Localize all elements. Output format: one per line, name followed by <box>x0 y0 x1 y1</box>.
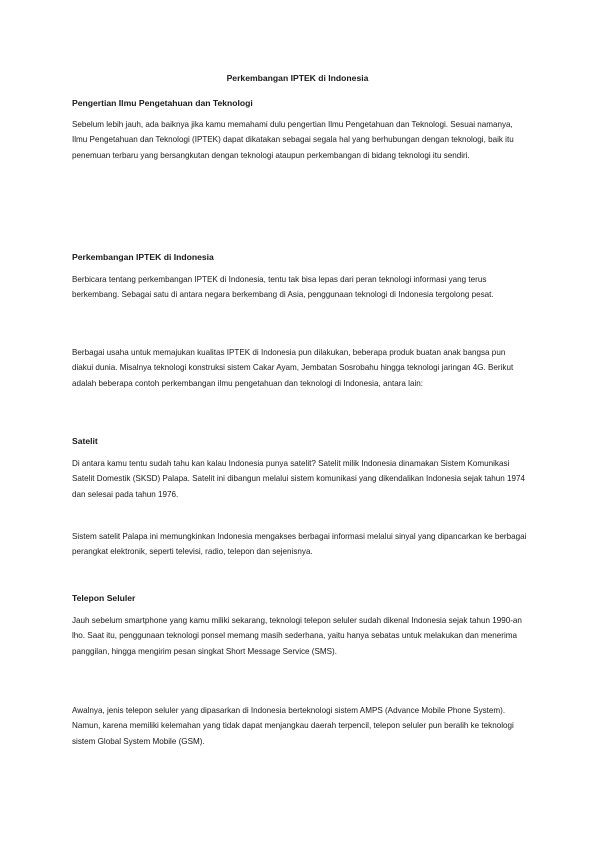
section-heading-satelit: Satelit <box>72 436 98 446</box>
section-heading-perkembangan: Perkembangan IPTEK di Indonesia <box>72 252 214 262</box>
section-heading-telepon-seluler: Telepon Seluler <box>72 593 136 603</box>
paragraph-pengertian: Sebelum lebih jauh, ada baiknya jika kamu memahami dulu pengertian Ilmu Pengetahuan dan Teknologi. Sesuai namanya, Ilmu Pengetahuan dan Teknologi (IPTEK) dapat dikatakan sebagai segala hal yang berhubungan dengan teknologi, baik itu penemuan terbaru yang bersangkutan dengan teknologi ataupun perkembangan di bidang teknologi itu sendiri. <box>72 120 514 160</box>
document-title: Perkembangan IPTEK di Indonesia <box>226 73 369 83</box>
paragraph-perkembangan-1: Berbicara tentang perkembangan IPTEK di Indonesia, tentu tak bisa lepas dari peran teknologi informasi yang terus berkembang. Sebagai satu di antara negara berkembang di Asia, penggunaan teknologi di Indonesia tergolong pesat. <box>72 275 494 300</box>
paragraph-perkembangan-2: Berbagai usaha untuk memajukan kualitas IPTEK di Indonesia pun dilakukan, beberapa produk buatan anak bangsa pun diakui dunia. Misalnya teknologi konstruksi sistem Cakar Ayam, Jembatan Sosrobahu hingga teknologi jaringan 4G. Berikut adalah beberapa contoh perkembangan ilmu pengetahuan dan teknologi di Indonesia, antara lain: <box>72 348 514 388</box>
paragraph-telepon-2: Awalnya, jenis telepon seluler yang dipasarkan di Indonesia berteknologi sistem AMPS (Advance Mobile Phone System). Namun, karena memiliki kelemahan yang tidak dapat menjangkau daerah terpencil, telepon seluler pun beralih ke teknologi sistem Global System Mobile (GSM). <box>72 706 514 746</box>
paragraph-satelit-1: Di antara kamu tentu sudah tahu kan kalau Indonesia punya satelit? Satelit milik Indonesia dinamakan Sistem Komunikasi Satelit Domestik (SKSD) Palapa. Satelit ini dibangun melalui sistem komunikasi yang dikendalikan Indonesia sejak tahun 1974 dan selesai pada tahun 1976. <box>72 459 526 499</box>
paragraph-telepon-1: Jauh sebelum smartphone yang kamu miliki sekarang, teknologi telepon seluler sudah dikenal Indonesia sejak tahun 1990-an lho. Saat itu, penggunaan teknologi ponsel memang masih sederhana, yaitu hanya sebatas untuk melakukan dan menerima panggilan, hingga mengirim pesan singkat Short Message Service (SMS). <box>72 616 522 656</box>
section-heading-pengertian: Pengertian Ilmu Pengetahuan dan Teknologi <box>72 98 253 108</box>
paragraph-satelit-2: Sistem satelit Palapa ini memungkinkan Indonesia mengakses berbagai informasi melalui sinyal yang dipancarkan ke berbagai perangkat elektronik, seperti televisi, radio, telepon dan sejenisnya. <box>72 532 527 557</box>
